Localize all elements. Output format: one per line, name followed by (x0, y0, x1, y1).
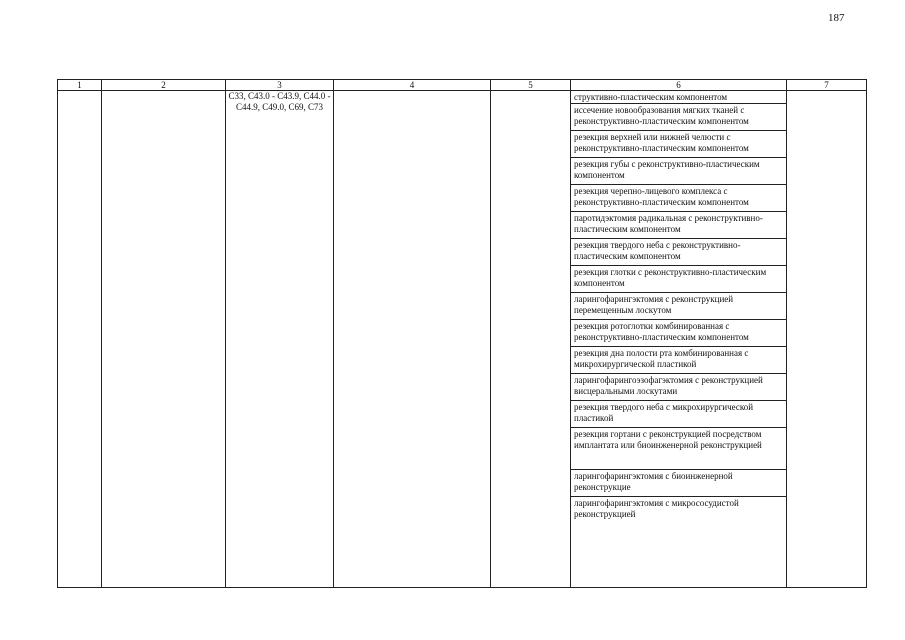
list-item: резекция твердого неба с реконструктивно-пластическим компонентом (571, 239, 786, 266)
list-item: резекция твердого неба с микрохирургической пластикой (571, 401, 786, 428)
list-item: ларингофарингоэзофагэктомия с реконструкцией висцеральными лоскутами (571, 374, 786, 401)
column-header-4: 4 (334, 80, 491, 91)
procedures-table (57, 79, 867, 588)
table-row (58, 91, 867, 588)
cell-col2 (102, 91, 226, 588)
list-item: ларингофарингэктомия с реконструкцией перемещенным лоскутом (571, 293, 786, 320)
list-item: резекция черепно-лицевого комплекса с реконструктивно-пластическим компонентом (571, 185, 786, 212)
list-item: ларингофарингэктомия с биоинженерной реконструкцие (571, 470, 786, 497)
procedure-list (571, 91, 786, 524)
cell-col1 (58, 91, 102, 588)
page-number: 187 (828, 12, 845, 24)
procedures-cell (571, 91, 787, 588)
column-header-6: 6 (571, 80, 787, 91)
list-item: резекция губы с реконструктивно-пластическим компонентом (571, 158, 786, 185)
column-header-1: 1 (58, 80, 102, 91)
cell-col7 (787, 91, 867, 588)
list-item: резекция глотки с реконструктивно-пластическим компонентом (571, 266, 786, 293)
cell-col5 (491, 91, 571, 588)
list-item: иссечение новообразования мягких тканей с реконструктивно-пластическим компонентом (571, 104, 786, 131)
column-header-2: 2 (102, 80, 226, 91)
diagnosis-codes-cell: C33, C43.0 - C43.9, C44.0 - C44.9, C49.0, C69, C73 (226, 91, 334, 588)
list-item: резекция гортани с реконструкцией посредством имплантата или биоинженерной реконструкцией (571, 428, 786, 470)
list-item: паротидэктомия радикальная с реконструктивно-пластическим компонентом (571, 212, 786, 239)
list-item: ларингофарингэктомия с микрососудистой реконструкцией (574, 498, 739, 519)
list-item: резекция ротоглотки комбинированная с реконструктивно-пластическим компонентом (571, 320, 786, 347)
list-item: резекция дна полости рта комбинированная с микрохирургической пластикой (571, 347, 786, 374)
list-item: резекция верхней или нижней челюсти с реконструктивно-пластическим компонентом (571, 131, 786, 158)
list-item: структивно-пластическим компонентом (571, 91, 786, 104)
header-row (58, 80, 867, 91)
cell-col4 (334, 91, 491, 588)
column-header-7: 7 (787, 80, 867, 91)
column-header-5: 5 (491, 80, 571, 91)
column-header-3: 3 (226, 80, 334, 91)
